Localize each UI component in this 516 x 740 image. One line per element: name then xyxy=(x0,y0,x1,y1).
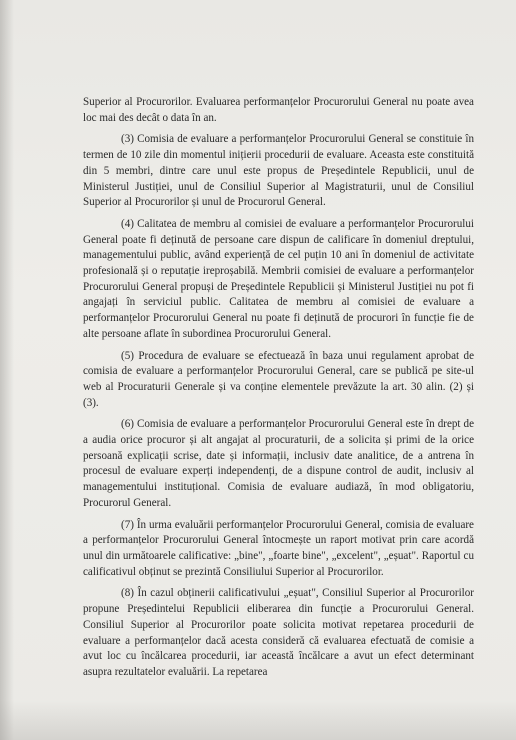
paragraph-8: (8) În cazul obținerii calificativului „eșuat", Consiliul Superior al Procurorilor propune Președintelui Republicii eliberarea din funcție a Procurorului General. Consiliul Superior al Procurorilor poate solicita motivat repetarea procedurii de evaluare a performanțelor dacă acesta consideră că evaluarea efectuată de comisie a avut loc cu încălcarea procedurii, iar această încălcare a avut un efect determinant asupra rezultatelor evaluării. La repetarea xyxy=(83,587,474,678)
paragraph-continuation: Superior al Procurorilor. Evaluarea performanțelor Procurorului General nu poate avea loc mai des decât o data în an. xyxy=(83,96,474,124)
paragraph-7: (7) În urma evaluării performanțelor Procurorului General, comisia de evaluare a performanțelor Procurorului General întocmește un raport motivat prin care acordă unul din următoarele calificative: „bine", „foarte bine", „excelent", „eșuat". Raportul cu calificativul obținut se prezintă Consiliului Superior al Procurorilor. xyxy=(83,518,474,578)
paragraph-4: (4) Calitatea de membru al comisiei de evaluare a performanțelor Procurorului General poate fi deținută de persoane care dispun de calificare în domeniul dreptului, managementului public, având experiență de cel puțin 10 ani în domeniul de activitate profesională și o reputație ireproșabilă. Membrii comisiei de evaluare a performanțelor Procurorului General propuși de Președintele Republicii și Ministerul Justiției nu pot fi angajați în serviciul public. Calitatea de membru al comisiei de evaluare a performanțelor Procurorului General nu poate fi deținută de procurori în funcție fie de alte persoane aflate în subordinea Procurorului General. xyxy=(83,217,474,340)
document-body xyxy=(83,95,474,687)
paragraph-3: (3) Comisia de evaluare a performanțelor Procurorului General se constituie în termen de 10 zile din momentul inițierii procedurii de evaluare. Aceasta este constituită din 5 membri, dintre care unul este propus de Președintele Republicii, unul de Ministerul Justiției, unul de Consiliul Superior al Magistraturii, unul de Consiliul Superior al Procurorilor și unul de Procurorul General. xyxy=(83,133,474,209)
page-edge-shadow xyxy=(0,0,14,740)
page-bottom-shadow xyxy=(0,700,516,740)
paragraph-6: (6) Comisia de evaluare a performanțelor Procurorului General este în drept de a audia orice procuror și alt angajat al procuraturii, de a solicita și primi de la orice persoană explicații scrise, date și informații, inclusiv date analitice, de a antrena în procesul de evaluare experți independenți, de a dispune control de audit, inclusiv al managementului instituțional. Comisia de evaluare audiază, în mod obligatoriu, Procurorul General. xyxy=(83,418,474,509)
paragraph-5: (5) Procedura de evaluare se efectuează în baza unui regulament aprobat de comisia de evaluare a performanțelor Procurorului General, care se publică pe site-ul web al Procuraturii Generale și va conține elementele prevăzute la art. 30 alin. (2) și (3). xyxy=(83,349,474,409)
